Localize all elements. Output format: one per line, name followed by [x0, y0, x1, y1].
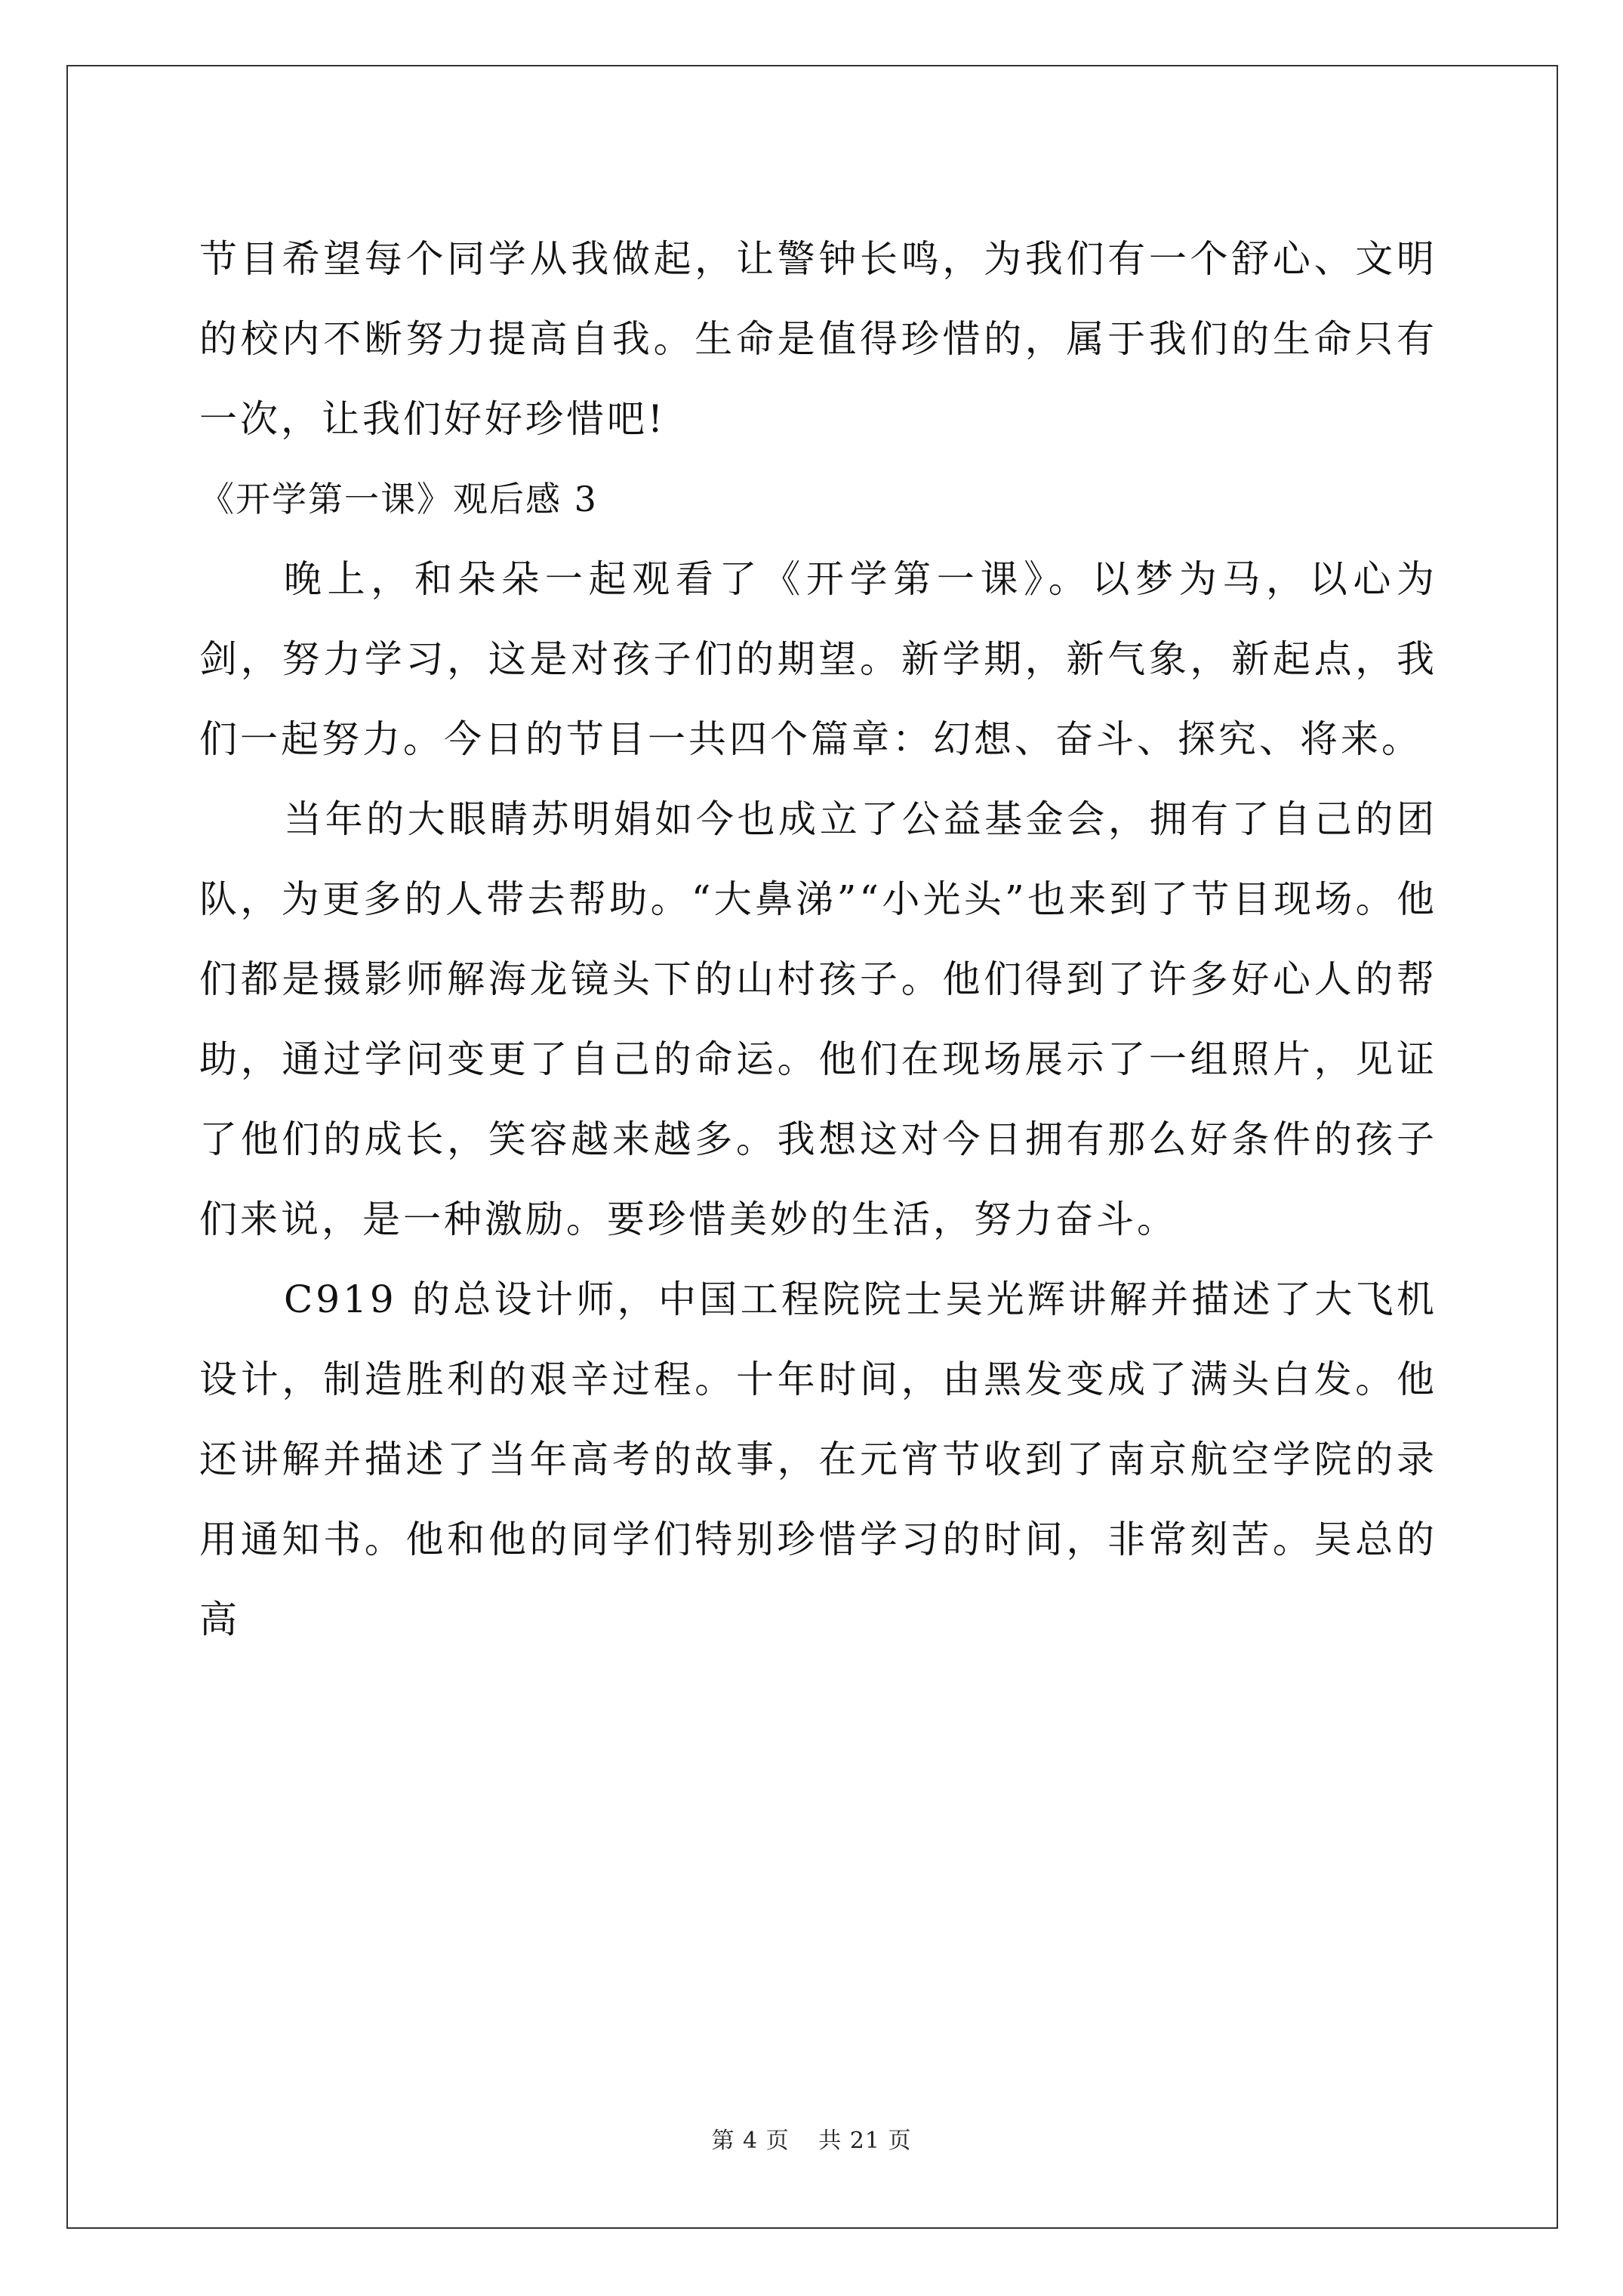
- section-heading: 《开学第一课》观后感 3: [199, 479, 598, 519]
- paragraph-2: 晚上，和朵朵一起观看了《开学第一课》。以梦为马，以心为剑，努力学习，这是对孩子们的期望。新学期，新气象，新起点，我们一起努力。今日的节目一共四个篇章：幻想、奋斗、探究、将来。: [199, 557, 1437, 761]
- document-body: [199, 219, 1437, 1660]
- page-footer: [0, 2122, 1623, 2155]
- page-total: 共 21 页: [818, 2128, 912, 2154]
- paragraph-1: 节目希望每个同学从我做起，让警钟长鸣，为我们有一个舒心、文明的校内不断努力提高自我。生命是值得珍惜的，属于我们的生命只有一次，让我们好好珍惜吧!: [199, 237, 1437, 441]
- page-number: 第 4 页: [711, 2128, 790, 2154]
- paragraph-3: 当年的大眼睛苏明娟如今也成立了公益基金会，拥有了自己的团队，为更多的人带去帮助。“大鼻涕”“小光头”也来到了节目现场。他们都是摄影师解海龙镜头下的山村孩子。他们得到了许多好心人的帮助，通过学问变更了自己的命运。他们在现场展示了一组照片，见证了他们的成长，笑容越来越多。我想这对今日拥有那么好条件的孩子们来说，是一种激励。要珍惜美妙的生活，努力奋斗。: [199, 797, 1437, 1241]
- paragraph-4: C919 的总设计师，中国工程院院士吴光辉讲解并描述了大飞机设计，制造胜利的艰辛过程。十年时间，由黑发变成了满头白发。他还讲解并描述了当年高考的故事，在元宵节收到了南京航空学院的录用通知书。他和他的同学们特别珍惜学习的时间，非常刻苦。吴总的高: [199, 1277, 1437, 1641]
